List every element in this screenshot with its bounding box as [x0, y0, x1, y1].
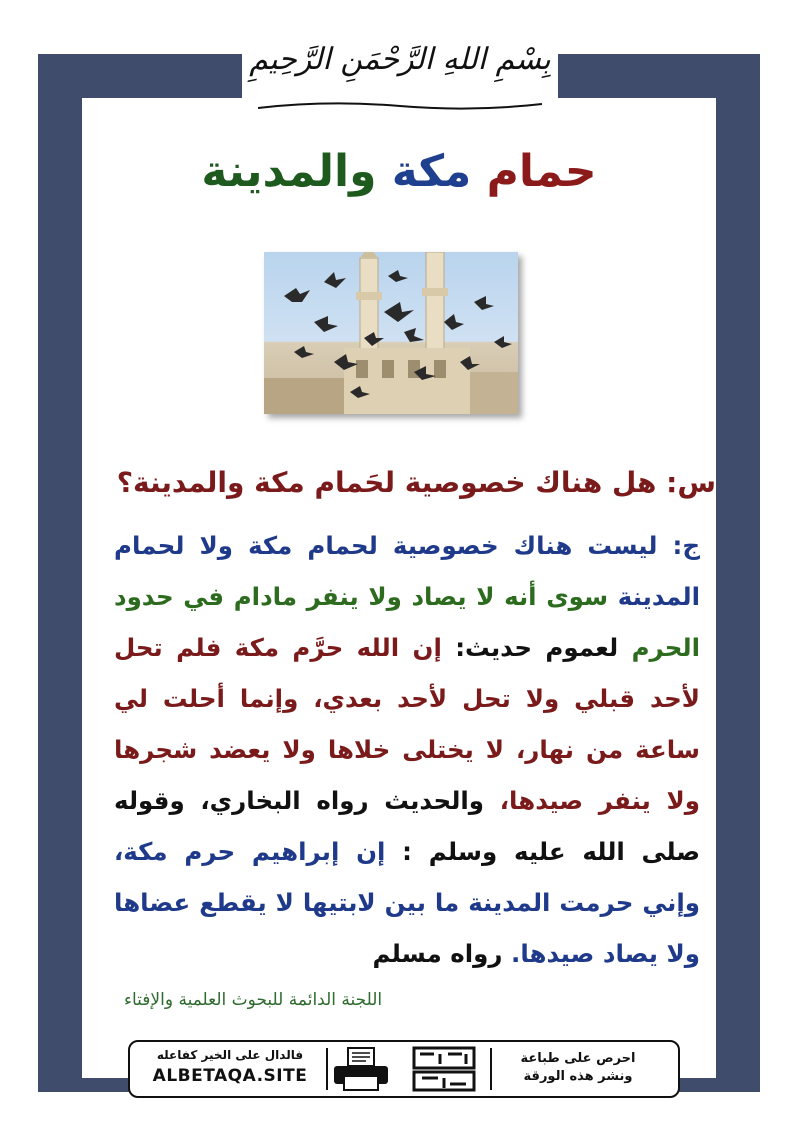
source-credit: اللجنة الدائمة للبحوث العلمية والإفتاء — [124, 990, 383, 1010]
footer-proverb: فالدال على الخير كفاعله — [156, 1048, 304, 1062]
printer-icon — [330, 1046, 392, 1092]
title-word-makkah: مكة — [391, 146, 472, 197]
answer-segment-3: سوى أنه لا يصاد ولا ينفر — [306, 582, 609, 611]
footer-print-note — [488, 1050, 668, 1086]
basmala-text: بِسْمِ اللهِ الرَّحْمَنِ الرَّحِيمِ — [249, 42, 551, 77]
pigeons-photo-illustration — [264, 252, 518, 414]
footer-print-line1: احرص على طباعة — [520, 1051, 636, 1066]
answer-segment-4: مادام في حدود الحرم — [114, 582, 701, 662]
basmala-flourish — [258, 100, 542, 112]
answer-segment-7: والحديث رواه البخاري، وقوله صلى الله عليه وسلم : — [114, 786, 700, 866]
footer-divider — [490, 1048, 492, 1090]
answer-segment-1: ج: ليست هناك خصوصية لحمام مكة — [248, 531, 700, 560]
answer-segment-9: رواه مسلم — [372, 939, 503, 968]
dawa-logo — [408, 1044, 482, 1094]
answer-segment-6: إن الله حرَّم مكة فلم تحل لأحد قبلي ولا تحل لأحد بعدي، وإنما أحلت لي ساعة من نهار، لا يختلى خلاها ولا يعضد شجرها ولا ينفر صيدها، — [114, 633, 700, 815]
footer-print-line2: ونشر هذه الورقة — [523, 1069, 633, 1084]
footer-site-url: ALBETAQA.SITE — [152, 1066, 308, 1086]
footer-divider-left — [326, 1048, 328, 1090]
question-text: س: هل هناك خصوصية لحَمام مكة والمدينة؟ — [116, 466, 716, 499]
footer-site-info — [140, 1048, 320, 1086]
page-title — [82, 146, 716, 197]
answer-segment-5: لعموم حديث: — [455, 633, 619, 662]
title-word-hammam: حمام — [486, 146, 597, 197]
footer-banner — [128, 1040, 680, 1098]
answer-paragraph — [114, 520, 700, 979]
answer-segment-8: إن إبراهيم حرم مكة، وإني حرمت المدينة ما بين لابتيها لا يقطع عضاها ولا يصاد صيدها. — [114, 837, 700, 968]
answer-segment-2: ولا لحمام المدينة — [114, 531, 700, 611]
basmala-header — [242, 8, 558, 120]
pigeons-photo — [264, 252, 518, 414]
title-word-madinah: والمدينة — [201, 146, 377, 197]
